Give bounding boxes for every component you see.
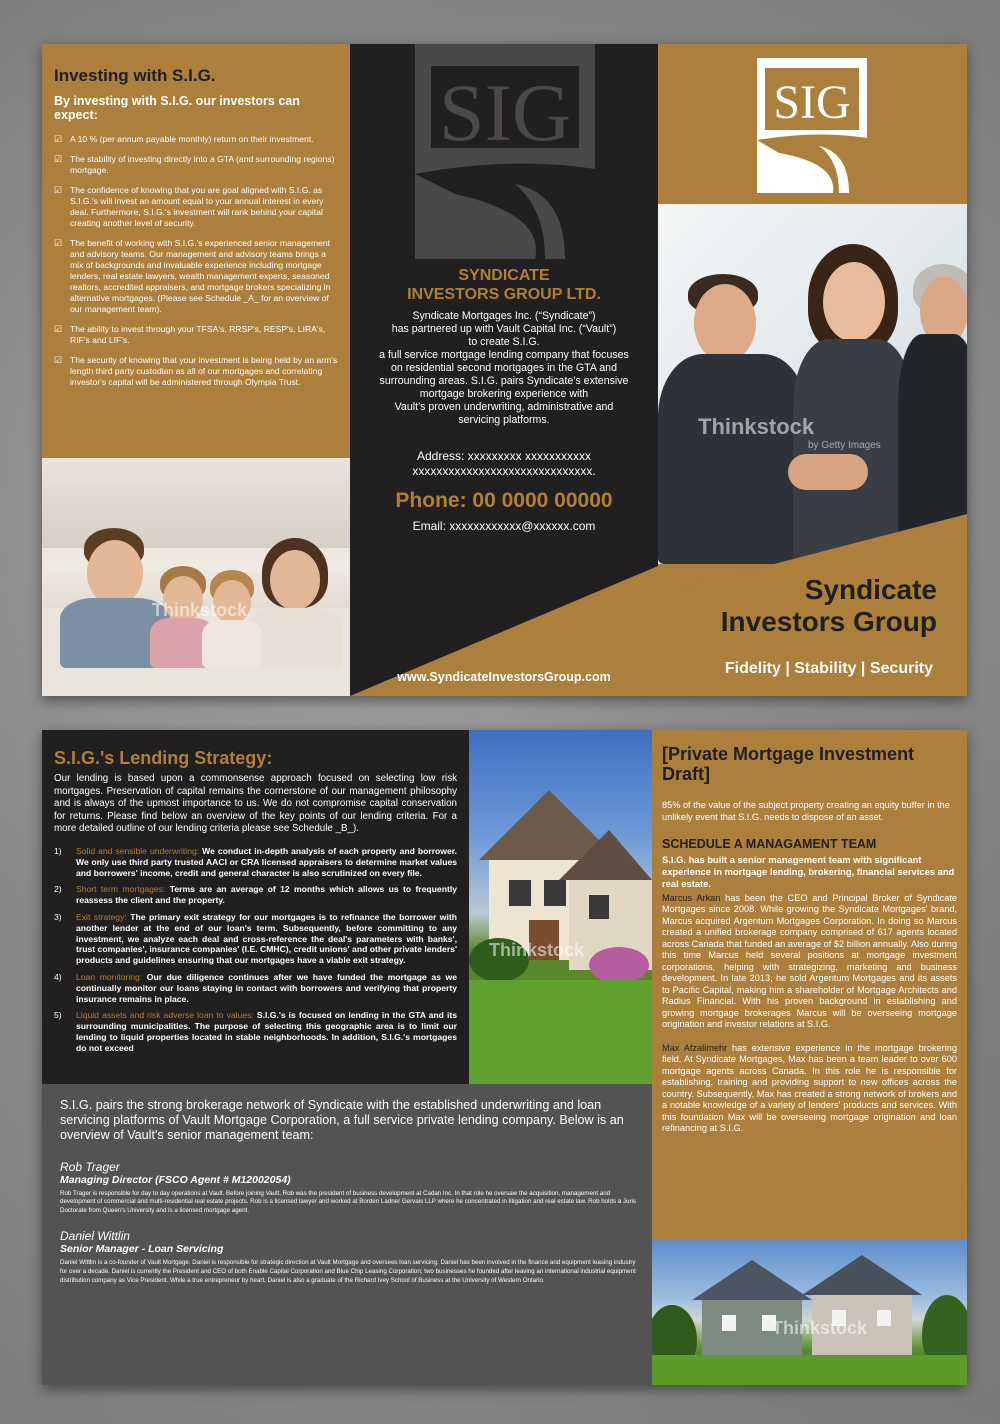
list-item: 5) Liquid assets and risk adverse loan to values: S.I.G.'s is focused on lending in the GTA and its surrounding municipalities. The purpose of selecting this geographic area is to limit our lending to liquid properties located in stable neighborhoods. In addition, S.I.G.'s mortgages do not exceed bbox=[54, 1010, 457, 1053]
schedule-heading: SCHEDULE A MANAGAMENT TEAM bbox=[662, 837, 877, 852]
lending-intro: Our lending is based upon a commonsense approach focused on selecting low risk mortgages. Preservation of capital remains the cornerstone of our management philosophy and is always of the upmost importance to us. We do not compromise capital conservation for returns. Please find below an overview of the key points of our lending criteria. For a more detailed outline of our lending criteria please see Schedule _B_). bbox=[54, 773, 457, 835]
person-bio: Daniel Wittlin is a co-founder of Vault Mortgage. Daniel is responsible for strategic direction at Vault Mortgage and oversees loan servicing. Daniel has been involved in the finance and equipment leasing industry for over a decade. Daniel is currently the President and CEO of both Enable Capital Corporation and Blue Chip Leasing Corporation; two businesses he founded after leaving an international industrial equipment distribution company as Vice President. While a true entrepreneur by heart, Daniel is also a graduate of the Richard Ivey School of Business at the University of Western Ontario. bbox=[60, 1259, 636, 1284]
private-heading: [Private Mortgage Investment Draft] bbox=[662, 744, 915, 784]
list-item: ☑ The ability to invest through your TFSA's, RRSP's, RESP's, LIRA's, RIF's and LIF's. bbox=[54, 324, 326, 345]
front-right-panel bbox=[658, 44, 967, 696]
investing-heading: Investing with S.I.G. bbox=[54, 66, 216, 85]
houses-photo bbox=[652, 1240, 967, 1385]
back-right-panel bbox=[652, 730, 967, 1385]
checkbox-icon: ☑ bbox=[54, 238, 63, 248]
brochure-front bbox=[42, 44, 967, 696]
sig-logo bbox=[415, 44, 595, 259]
benefit-list bbox=[54, 134, 338, 388]
lending-heading: S.I.G.'s Lending Strategy: bbox=[54, 748, 273, 768]
company-description: Syndicate Mortgages Inc. (“Syndicate”) has partnered up with Vault Capital Inc. (“Vault”) to create S.I.G. a full service mortgage lending company that focuses on residential second mortgages in the GTA and surrounding areas. S.I.G. pairs Syndicate’s extensive mortgage brokering experience with Vault’s proven underwriting, administrative and servicing platforms. bbox=[379, 310, 629, 426]
person-role: Managing Director (FSCO Agent # M12002054) bbox=[60, 1173, 291, 1186]
company-name: Syndicate Investors Group bbox=[720, 574, 937, 637]
watermark: Thinkstock bbox=[489, 940, 585, 960]
checkbox-icon: ☑ bbox=[54, 324, 63, 334]
person-name: Rob Trager bbox=[60, 1159, 120, 1174]
sig-logo-small bbox=[757, 58, 867, 193]
svg-text:SIG: SIG bbox=[438, 67, 572, 158]
svg-text:SIG: SIG bbox=[773, 76, 851, 129]
website-url: www.SyndicateInvestorsGroup.com bbox=[397, 670, 611, 684]
schedule-lead: S.I.G. has built a senior management team with significant experience in mortgage lending, brokering, financial services and real estate. bbox=[662, 854, 955, 889]
email-address: Email: xxxxxxxxxxxx@xxxxxx.com bbox=[412, 519, 596, 533]
equity-text: 85% of the value of the subject property creating an equity buffer in the unlikely event that S.I.G. needs to dispose of an asset. bbox=[662, 800, 950, 822]
bio-marcus: Marcus Arkan has been the CEO and Principal Broker of Syndicate Mortgages since 2008. While growing the Syndicate Mortgages' brand, Marcus acquired Argentum Mortgages Corporation. In doing so Marcus created a unified brokerage company comprised of 617 agents located across Canada that funded an average of $2 billion annually. Also during this time Marcus held several positions at mortgage investment corporations, helping with strategizing, marketing and business development. In late 2013, he sold Argentum Mortgages and its assets to Pacific Capital, making him a shareholder of Mortgage Architects and Radius Financial. With his proven background in establishing and growing mortgage brokerages Marcus will be overseeing mortgage origination and investor relations at S.I.G. bbox=[662, 892, 957, 1030]
checkbox-icon: ☑ bbox=[54, 154, 63, 164]
list-item: 1) Solid and sensible underwriting: We conduct in-depth analysis of each property and borrower. We only use third party trusted AACI or CRA licensed appraisers to determine market values and borrowers' income, credit and general character is also scrutinized on every file. bbox=[54, 845, 458, 878]
watermark: Thinkstock bbox=[698, 414, 815, 439]
list-item: ☑ The stability of investing directly into a GTA (and surrounding regions) mortgage. bbox=[54, 154, 335, 175]
list-item: ☑ The confidence of knowing that you are goal aligned with S.I.G. as S.I.G.'s will invest an amount equal to your annual interest in every deal. Furthermore, S.I.G.'s investment will rank behind your capital creating another level of security. bbox=[54, 185, 324, 228]
tagline: Fidelity | Stability | Security bbox=[724, 660, 933, 677]
brochure-back bbox=[42, 730, 967, 1385]
house-photo bbox=[469, 730, 652, 1084]
person-entry bbox=[60, 1229, 638, 1285]
watermark: Thinkstock bbox=[772, 1318, 868, 1338]
watermark-sub: by Getty Images bbox=[808, 440, 881, 451]
phone-number: Phone: 00 0000 00000 bbox=[395, 489, 613, 512]
person-bio: Rob Trager is responsible for day to day operations at Vault. Before joining Vault, Rob was the president of business development at Cadan Inc. In that role he oversaw the acquisition, management and development of commercial and multi-residential real estate projects. Rob is a licensed lawyer and worked at Borden Ladner Gervais LLP where he concentrated in litigation and real estate law. Rob holds a Juris Doctorate from Queen's University and is a licensed mortgage agent. bbox=[60, 1189, 636, 1214]
address: Address: xxxxxxxxx xxxxxxxxxxx xxxxxxxxxxxxxxxxxxxxxxxxxxxxxx. bbox=[412, 449, 596, 478]
lending-criteria-list bbox=[54, 846, 457, 1054]
watermark: Thinkstock bbox=[152, 600, 248, 620]
list-item: ☑ The benefit of working with S.I.G.'s experienced senior management and advisory teams. Our management and advisory teams brings a mix of backgrounds and invaluable experience including mortgage lenders, real estate lawyers, wealth management experts, seasoned realtors, accredited appraisers, and mortgage brokers specializing in alternative mortgages. (Please see Schedule _A_ for an overview of our management team). bbox=[54, 238, 331, 314]
checkbox-icon: ☑ bbox=[54, 185, 63, 195]
front-left-panel bbox=[42, 44, 350, 696]
checkbox-icon: ☑ bbox=[54, 134, 63, 144]
company-title: SYNDICATE INVESTORS GROUP LTD. bbox=[407, 267, 601, 303]
person-entry bbox=[60, 1160, 638, 1216]
vault-intro: S.I.G. pairs the strong brokerage network of Syndicate with the established underwriting and loan servicing platforms of Vault Mortgage Corporation, a full service private lending company. Below is an overview of Vault's senior management team: bbox=[60, 1098, 624, 1143]
person-role: Senior Manager - Loan Servicing bbox=[60, 1243, 224, 1256]
checkbox-icon: ☑ bbox=[54, 355, 63, 365]
investing-lead: By investing with S.I.G. our investors can expect: bbox=[54, 94, 300, 122]
vault-team-band bbox=[42, 1084, 652, 1385]
bio-max: Max Afzalimehr has extensive experience in the mortgage brokering field. At Syndicate Mortgages, Max has been a team leader to over 600 mortgage agents across Canada. In this role he is responsible for establishing, training and providing support to new offices across the country. Subsequently, Max has created a strong network of brokers and a notable knowledge of a variety of lenders' products and services. With this foundation Max will be overseeing mortgage origination and loan refinancing at S.I.G. bbox=[662, 1042, 957, 1134]
person-name: Daniel Wittlin bbox=[60, 1229, 130, 1244]
list-item: ☑ A 10 % (per annum payable monthly) return on their investment. bbox=[54, 134, 314, 144]
family-photo bbox=[42, 458, 350, 696]
handshake-photo bbox=[658, 204, 967, 564]
front-middle-panel bbox=[350, 44, 658, 696]
list-item: ☑ The security of knowing that your investment is being held by an arm's length third party custodian as all of our mortgages and correlating investor's capital will be administered through Olympia Trust. bbox=[54, 355, 338, 387]
list-item: 2) Short term mortgages: Terms are an average of 12 months which allows us to frequently reassess the client and the property. bbox=[54, 884, 457, 906]
list-item: 3) Exit strategy: The primary exit strategy for our mortgages is to refinance the borrower with another lender at the end of our loan's term. Subsequently, before committing to any investment, we analyze each deal and cross-reference the deal's parameters with banks', trust companies', insurance companies' (I.E. CMHC), credit unions' and other private lenders' products and guidelines ensuring that our mortgages have a viable exit strategy. bbox=[54, 911, 457, 966]
list-item: 4) Loan monitoring: Our due diligence continues after we have funded the mortgage as we continually monitor our loans staying in contact with borrowers and verifying that property insurance remains in place. bbox=[54, 971, 457, 1004]
